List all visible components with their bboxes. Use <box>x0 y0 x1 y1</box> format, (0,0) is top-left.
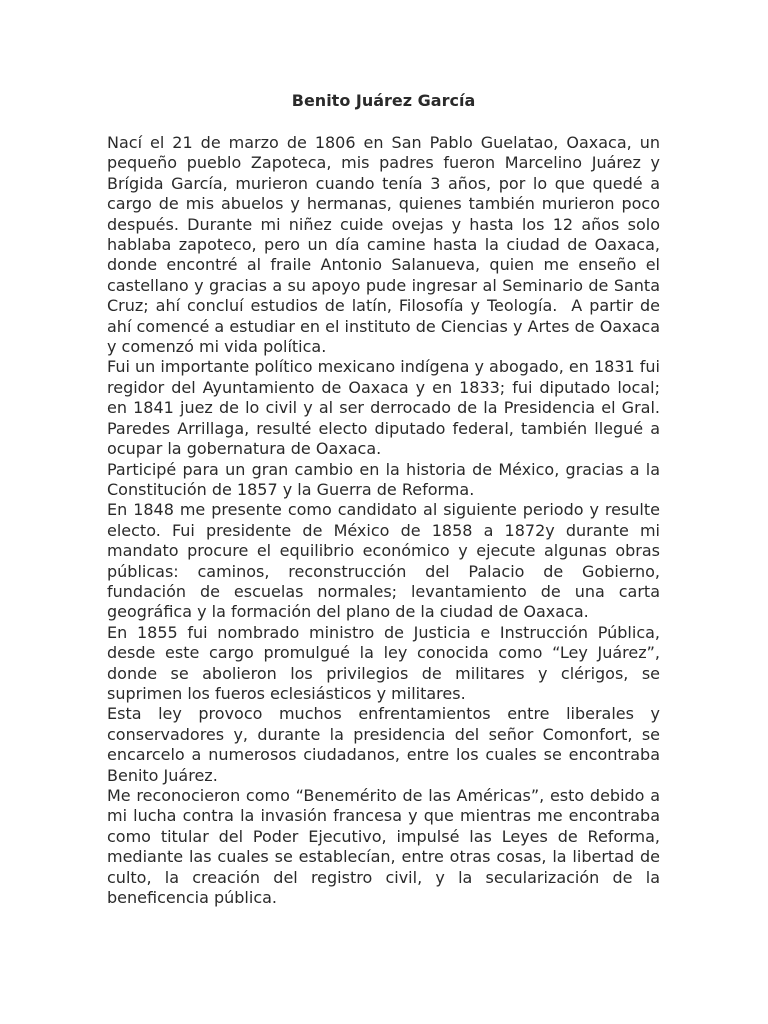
document-title: Benito Juárez García <box>291 91 476 110</box>
paragraph-presidency: En 1848 me presente como candidato al siguiente periodo y resulte electo. Fui presidente de México de 1858 a 1872y durante mi mandato procure el equilibrio económico y ejecute algunas obras públicas: caminos, reconstrucción del Palacio de Gobierno, fundación de escuelas normales; levantamiento de una carta geográfica y la formación del plano de la ciudad de Oaxaca. <box>107 500 666 622</box>
paragraph-benemerito: Me reconocieron como “Benemérito de las Américas”, esto debido a mi lucha contra la invasión francesa y que mientras me encontraba como titular del Poder Ejecutivo, impulsé las Leyes de Reforma, mediante las cuales se establecían, entre otras cosas, la libertad de culto, la creación del registro civil, y la secularización de la beneficencia pública. <box>107 786 666 908</box>
paragraph-ley-juarez: En 1855 fui nombrado ministro de Justicia e Instrucción Pública, desde este cargo promulgué la ley conocida como “Ley Juárez”, donde se abolieron los privilegios de militares y clérigos, se suprimen los fueros eclesiásticos y militares. <box>107 622 666 703</box>
document-page <box>107 90 666 908</box>
paragraph-constitution: Participé para un gran cambio en la historia de México, gracias a la Constitución de 1857 y la Guerra de Reforma. <box>107 459 666 499</box>
paragraph-birth-and-education: Nací el 21 de marzo de 1806 en San Pablo Guelatao, Oaxaca, un pequeño pueblo Zapoteca, mis padres fueron Marcelino Juárez y Brígida García, murieron cuando tenía 3 años, por lo que quedé a cargo de mis abuelos y hermanas, quienes también murieron poco después. Durante mi niñez cuide ovejas y hasta los 12 años solo hablaba zapoteco, pero un día camine hasta la ciudad de Oaxaca, donde encontré al fraile Antonio Salanueva, quien me enseño el castellano y gracias a su apoyo pude ingresar al Seminario de Santa Cruz; ahí concluí estudios de latín, Filosofía y Teología. A partir de ahí comencé a estudiar en el instituto de Ciencias y Artes de Oaxaca y comenzó mi vida política. <box>107 133 666 357</box>
paragraph-political-career: Fui un importante político mexicano indígena y abogado, en 1831 fui regidor del Ayuntamiento de Oaxaca y en 1833; fui diputado local; en 1841 juez de lo civil y al ser derrocado de la Presidencia el Gral. Paredes Arrillaga, resulté electo diputado federal, también llegué a ocupar la gobernatura de Oaxaca. <box>107 357 666 459</box>
paragraph-conflicts: Esta ley provoco muchos enfrentamientos entre liberales y conservadores y, durante la presidencia del señor Comonfort, se encarcelo a numerosos ciudadanos, entre los cuales se encontraba Benito Juárez. <box>107 704 666 785</box>
